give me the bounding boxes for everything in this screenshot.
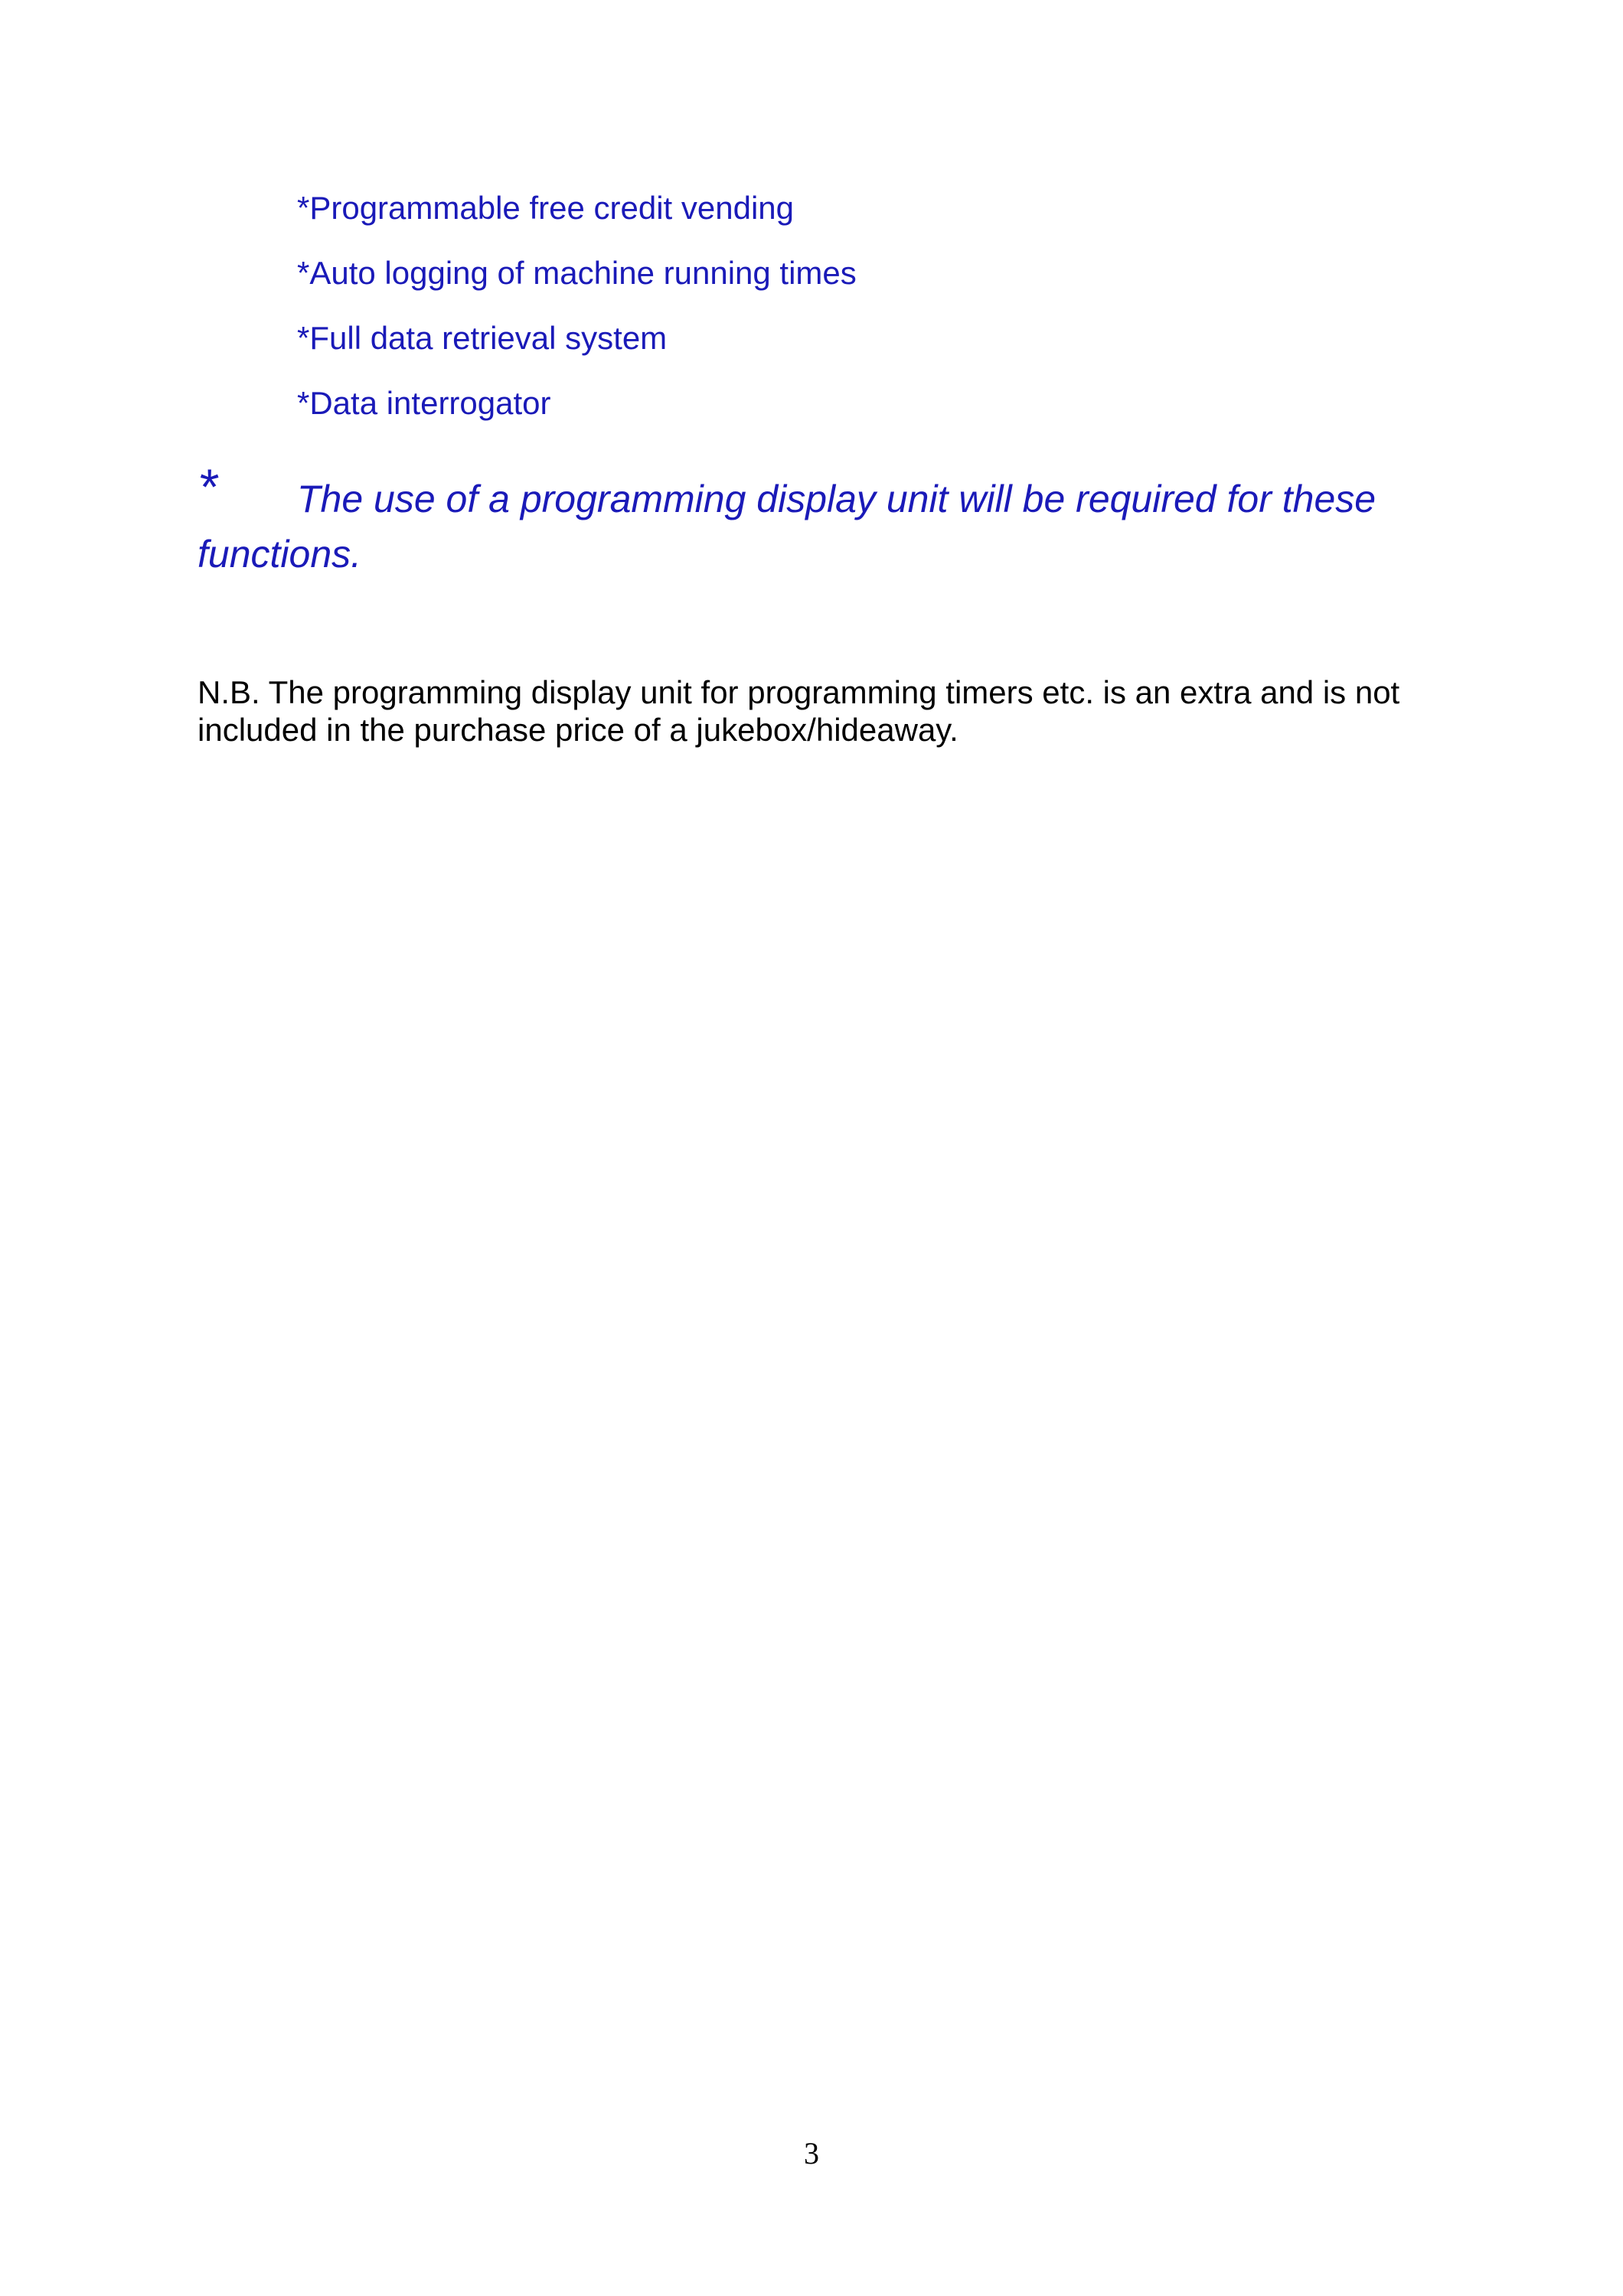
page-number: 3 bbox=[804, 2136, 819, 2170]
feature-item: *Data interrogator bbox=[297, 385, 551, 421]
footnote bbox=[198, 459, 1461, 582]
feature-item: *Programmable free credit vending bbox=[297, 190, 794, 226]
feature-item: *Full data retrieval system bbox=[297, 320, 668, 356]
footnote-marker: * bbox=[198, 458, 217, 515]
nb-paragraph: N.B. The programming display unit for programming timers etc. is an extra and is not included in the purchase price of a jukebox/hideaway. bbox=[198, 674, 1400, 748]
feature-list bbox=[297, 190, 857, 450]
footnote-text: The use of a programming display unit will be required for these functions. bbox=[198, 478, 1376, 576]
feature-item: *Auto logging of machine running times bbox=[297, 255, 857, 291]
